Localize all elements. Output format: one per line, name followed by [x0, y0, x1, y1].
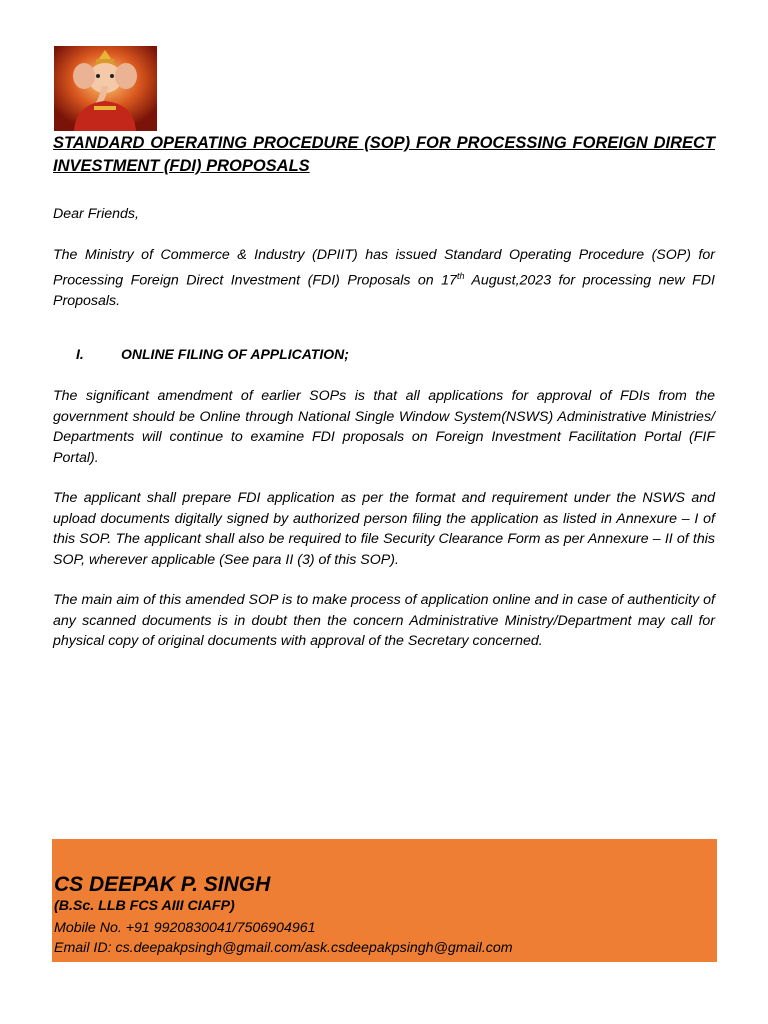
- author-name: CS DEEPAK P. SINGH: [54, 873, 271, 896]
- intro-text-part1: The Ministry of Commerce & Industry (DPIIT) has issued Standard Operating Procedure (SOP) for Processing Foreign Direct Investment (FDI) Proposals on 17: [53, 247, 715, 289]
- intro-superscript: th: [456, 270, 465, 281]
- author-mobile: Mobile No. +91 9920830041/7506904961: [54, 920, 316, 936]
- signature-footer: [52, 839, 717, 962]
- page-title: STANDARD OPERATING PROCEDURE (SOP) FOR PROCESSING FOREIGN DIRECT INVESTMENT (FDI) PROPOSALS: [53, 134, 715, 175]
- paragraph-3: The main aim of this amended SOP is to make process of application online and in case of authenticity of any scanned documents is in doubt then the concern Administrative Ministry/Department may call for physical copy of original documents with approval of the Secretary concerned.: [53, 592, 715, 649]
- section-title: ONLINE FILING OF APPLICATION;: [121, 346, 349, 362]
- author-email: Email ID: cs.deepakpsingh@gmail.com/ask.csdeepakpsingh@gmail.com: [54, 940, 513, 956]
- paragraph-2: The applicant shall prepare FDI application as per the format and requirement under the NSWS and upload documents digitally signed by authorized person filing the application as listed in Annexure – I of this SOP. The applicant shall also be required to file Security Clearance Form as per Annexure – II of this SOP, wherever applicable (See para II (3) of this SOP).: [53, 490, 715, 568]
- ganesha-image-icon: [54, 46, 157, 131]
- intro-text-part2: August,2023 for processing new FDI Proposals.: [53, 272, 715, 309]
- section-number: I.: [76, 346, 84, 362]
- paragraph-1: The significant amendment of earlier SOPs is that all applications for approval of FDIs from the government should be Online through National Single Window System(NSWS) Administrative Ministries/ Departments will continue to examine FDI proposals on Foreign Investment Facilitation Portal (FIF Portal).: [53, 388, 715, 466]
- section-heading: [76, 346, 349, 362]
- greeting: Dear Friends,: [53, 206, 139, 222]
- intro-paragraph: [53, 245, 715, 311]
- author-qualifications: (B.Sc. LLB FCS AIII CIAFP): [54, 898, 235, 914]
